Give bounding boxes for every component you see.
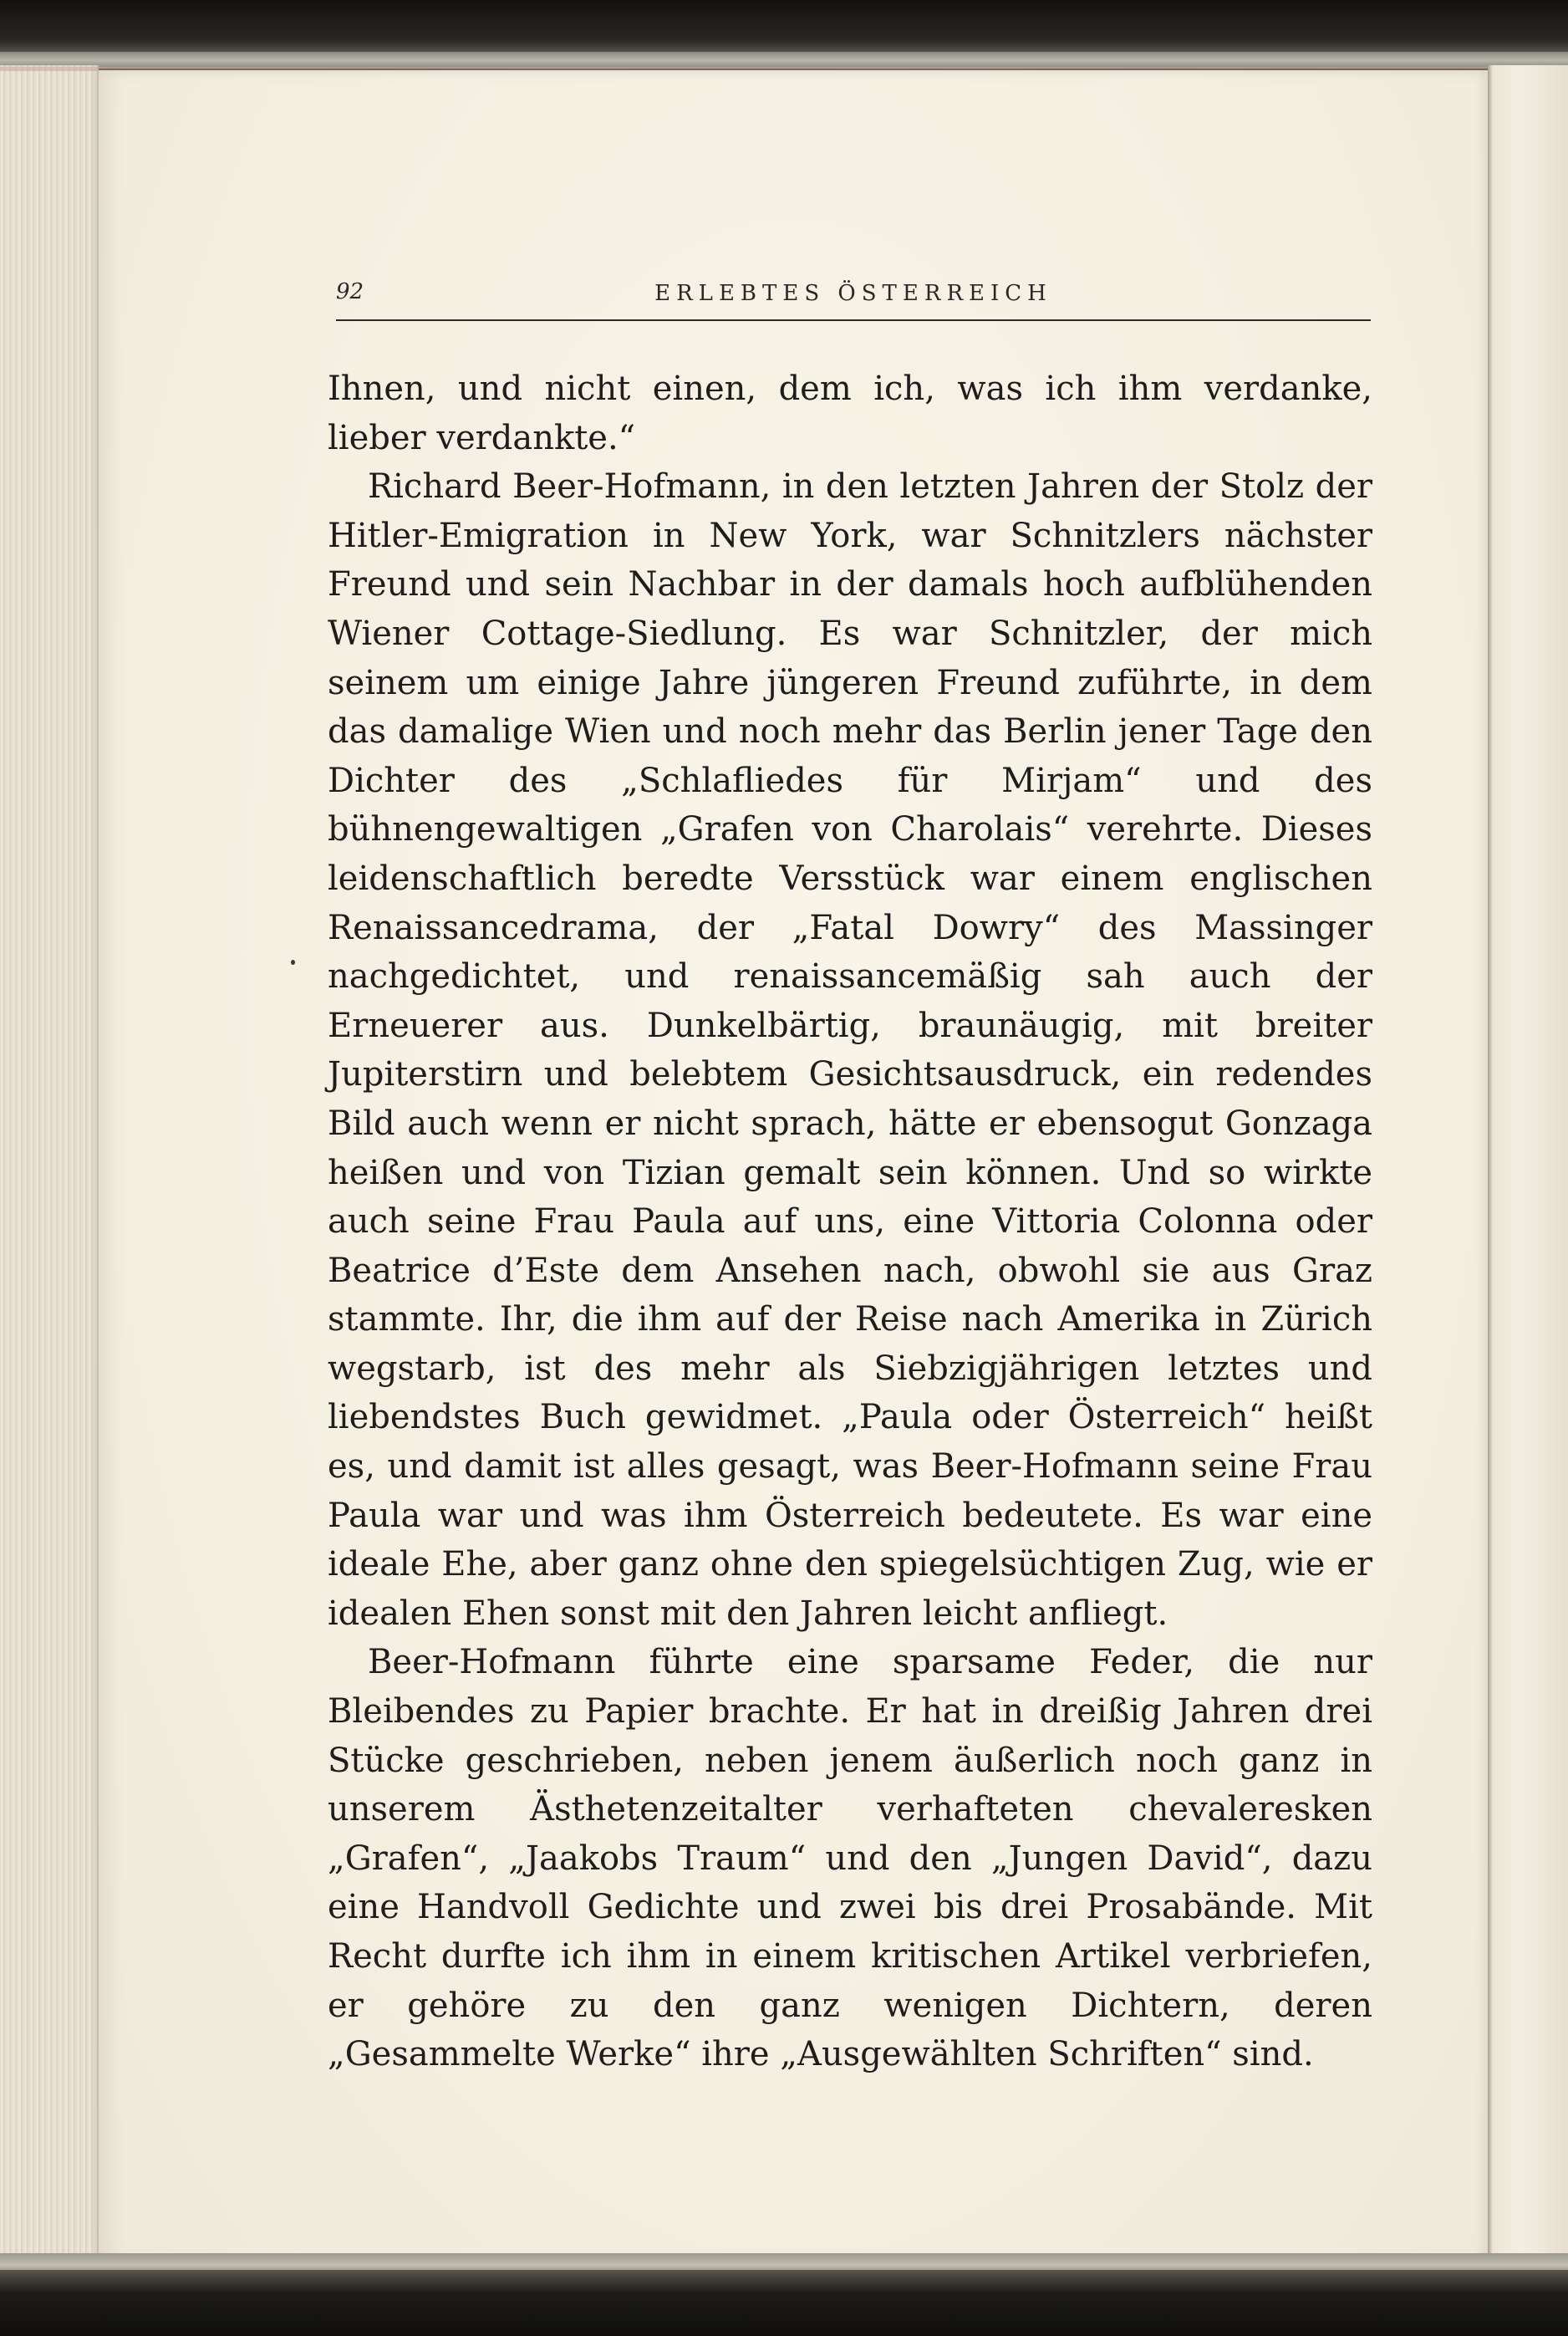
paragraph-1: Ihnen, und nicht einen, dem ich, was ich ihm verdanke, lieber verdankte.“	[328, 370, 1372, 457]
scan-background-top	[0, 0, 1568, 59]
running-head	[336, 273, 1371, 321]
paper-speck	[291, 960, 295, 965]
book-cover-edge-top	[0, 52, 1568, 69]
running-title: ERLEBTES ÖSTERREICH	[654, 281, 1052, 306]
body-text	[328, 365, 1372, 2079]
page-stack-left	[0, 65, 99, 2264]
scan-background-bottom	[0, 2270, 1568, 2336]
page-stack-right	[1488, 65, 1568, 2264]
paragraph-3: Beer-Hofmann führte eine sparsame Feder, die nur Bleibendes zu Papier brachte. Er hat in dreißig Jahren drei Stücke geschrieben, neben jenem äußerlich noch ganz in unserem Ästhetenzeitalter verhafteten chevaleresken „Grafen“, „Jaakobs Traum“ und den „Jungen David“, dazu eine Handvoll Gedichte und zwei bis drei Prosabände. Mit Recht durfte ich ihm in einem kritischen Artikel verbriefen, er gehöre zu den ganz wenigen Dichtern, deren „Gesammelte Werke“ ihre „Ausgewählten Schriften“ sind.	[328, 1643, 1372, 2074]
page-number: 92	[336, 279, 364, 304]
paragraph-2: Richard Beer-Hofmann, in den letzten Jahren der Stolz der Hitler-Emigration in New York, war Schnitzlers nächster Freund und sein Nachbar in der damals hoch aufblühenden Wiener Cottage-Siedlung. Es war Schnitzler, der mich seinem um einige Jahre jüngeren Freund zuführte, in dem das damalige Wien und noch mehr das Berlin jener Tage den Dichter des „Schlafliedes für Mirjam“ und des bühnengewaltigen „Grafen von Charolais“ verehrte. Dieses leidenschaftlich beredte Versstück war einem englischen Renaissancedrama, der „Fatal Dowry“ des Massinger nachgedichtet, und renaissancemäßig sah auch der Erneuerer aus. Dunkelbärtig, braunäugig, mit breiter Jupiterstirn und belebtem Gesichtsausdruck, ein redendes Bild auch wenn er nicht sprach, hätte er ebensogut Gonzaga heißen und von Tizian gemalt sein können. Und so wirkte auch seine Frau Paula auf uns, eine Vittoria Colonna oder Beatrice d’Este dem Ansehen nach, obwohl sie aus Graz stammte. Ihr, die ihm auf der Reise nach Amerika in Zürich wegstarb, ist des mehr als Siebzigjährigen letztes und liebendstes Buch gewidmet. „Paula oder Österreich“ heißt es, und damit ist alles gesagt, was Beer-Hofmann seine Frau Paula war und was ihm Österreich bedeutete. Es war eine ideale Ehe, aber ganz ohne den spiegelsüchtigen Zug, wie er idealen Ehen sonst mit den Jahren leicht anfliegt.	[328, 467, 1372, 1633]
